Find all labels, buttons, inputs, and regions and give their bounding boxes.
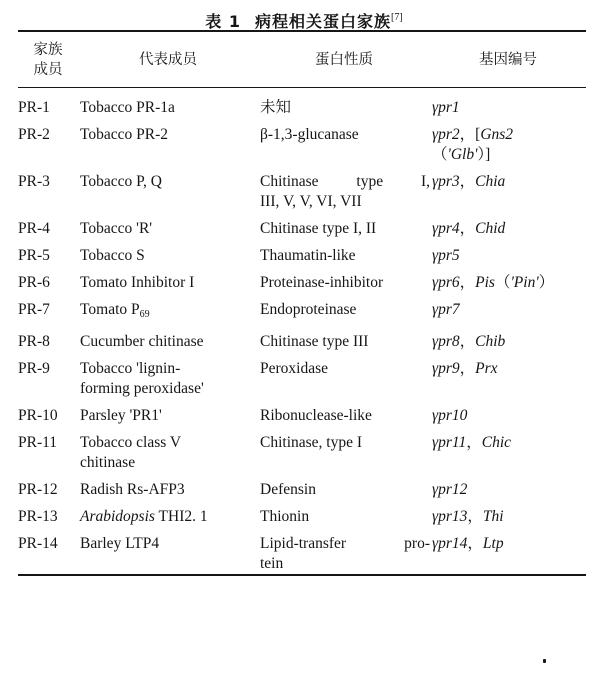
reference-marker: [7] [391, 12, 403, 23]
property-line: Endoproteinase [260, 301, 357, 318]
table-row [18, 426, 586, 473]
property-line: Thionin [260, 508, 310, 525]
property-cell [258, 212, 430, 239]
representative-line: Tobacco 'lignin- [80, 360, 181, 377]
table-row [18, 266, 586, 293]
representative-text: THI2. 1 [154, 508, 208, 525]
gene-line: γpr9，Prx [432, 360, 498, 377]
property-cell [258, 118, 430, 165]
table-row [18, 500, 586, 527]
family-cell: PR-9 [18, 360, 50, 377]
table-row [18, 88, 586, 119]
header-property: 蛋白性质 [315, 51, 373, 68]
representative-line: Barley LTP4 [80, 535, 160, 552]
gene-cell [430, 426, 586, 473]
gene-line: （'Glb'）] [432, 146, 491, 163]
table-row [18, 165, 586, 212]
table-row [18, 212, 586, 239]
property-line: Chitinase type III [260, 333, 369, 350]
gene-line: γpr14，Ltp [432, 535, 504, 552]
family-cell: PR-2 [18, 126, 50, 143]
representative-cell [78, 527, 258, 575]
table-row [18, 239, 586, 266]
representative-line: Tomato Inhibitor I [80, 274, 195, 291]
family-cell: PR-13 [18, 508, 58, 525]
property-line: Thaumatin-like [260, 247, 356, 264]
header-family [18, 31, 78, 88]
property-cell [258, 352, 430, 399]
property-cell [258, 293, 430, 325]
table-title: 病程相关蛋白家族 [255, 12, 392, 31]
property-line: Chitinase type I, II [260, 220, 377, 237]
gene-cell [430, 473, 586, 500]
gene-cell [430, 325, 586, 352]
representative-line: Tobacco P, Q [80, 173, 162, 190]
gene-line: γpr12 [432, 481, 468, 498]
gene-line: γpr1 [432, 99, 460, 116]
gene-cell [430, 293, 586, 325]
header-gene: 基因编号 [479, 51, 537, 68]
representative-line: Tobacco PR-2 [80, 126, 169, 143]
representative-cell [78, 118, 258, 165]
representative-genus: Arabidopsis [80, 508, 155, 525]
family-cell: PR-4 [18, 220, 50, 237]
gene-cell [430, 352, 586, 399]
representative-cell [78, 266, 258, 293]
gene-line: γpr8，Chib [432, 333, 506, 350]
representative-line: Tobacco 'R' [80, 220, 153, 237]
header-row [18, 31, 586, 88]
gene-line: γpr13，Thi [432, 508, 504, 525]
family-cell: PR-1 [18, 99, 50, 116]
representative-subscript: 69 [139, 309, 150, 320]
representative-line: Tobacco PR-1a [80, 99, 175, 116]
table-row [18, 118, 586, 165]
representative-line: Radish Rs-AFP3 [80, 481, 185, 498]
representative-line: Cucumber chitinase [80, 333, 204, 350]
family-cell: PR-3 [18, 173, 50, 190]
property-line: tein [260, 555, 284, 572]
property-cell [258, 527, 430, 575]
property-line: Chitinase type I, [260, 173, 430, 190]
property-cell [258, 500, 430, 527]
table-body [18, 88, 586, 576]
property-cell [258, 88, 430, 119]
gene-cell [430, 239, 586, 266]
header-family-line1: 家族 [33, 41, 63, 58]
gene-line: γpr7 [432, 301, 460, 318]
property-cell [258, 239, 430, 266]
gene-cell [430, 399, 586, 426]
family-cell: PR-5 [18, 247, 50, 264]
table-header [18, 31, 586, 88]
table-row [18, 473, 586, 500]
representative-cell [78, 426, 258, 473]
table-number: 表 1 [205, 12, 242, 31]
table-caption [18, 0, 586, 30]
property-line: III, V, V, VI, VII [260, 193, 362, 210]
representative-cell [78, 352, 258, 399]
gene-cell [430, 266, 586, 293]
property-line: β-1,3-glucanase [260, 126, 359, 143]
property-line: Ribonuclease-like [260, 407, 372, 424]
family-cell: PR-14 [18, 535, 58, 552]
representative-cell [78, 212, 258, 239]
representative-line: forming peroxidase' [80, 380, 204, 397]
property-line: Peroxidase [260, 360, 329, 377]
representative-cell [78, 473, 258, 500]
representative-cell [78, 239, 258, 266]
representative-line: chitinase [80, 454, 136, 471]
header-family-line2: 成员 [33, 61, 63, 78]
representative-cell [78, 500, 258, 527]
table-row [18, 325, 586, 352]
gene-cell [430, 88, 586, 119]
stray-mark [543, 659, 546, 663]
property-line: 未知 [260, 99, 292, 116]
representative-cell [78, 293, 258, 325]
property-line: Proteinase-inhibitor [260, 274, 384, 291]
property-cell [258, 399, 430, 426]
gene-cell [430, 527, 586, 575]
property-line: Chitinase, type I [260, 434, 363, 451]
property-cell [258, 266, 430, 293]
table-row [18, 527, 586, 575]
gene-line: γpr5 [432, 247, 460, 264]
property-line: Defensin [260, 481, 316, 498]
pr-protein-table [18, 30, 586, 576]
family-cell: PR-7 [18, 301, 50, 318]
table-row [18, 352, 586, 399]
representative-cell [78, 165, 258, 212]
property-cell [258, 165, 430, 212]
family-cell: PR-8 [18, 333, 50, 350]
gene-cell [430, 165, 586, 212]
property-line: Lipid-transfer pro- [260, 535, 430, 552]
table-row [18, 293, 586, 325]
gene-line: γpr2，[Gns2 [432, 126, 514, 143]
gene-cell [430, 118, 586, 165]
representative-cell [78, 325, 258, 352]
representative-line: Parsley 'PR1' [80, 407, 162, 424]
property-cell [258, 473, 430, 500]
representative-cell [78, 399, 258, 426]
representative-cell [78, 88, 258, 119]
family-cell: PR-10 [18, 407, 58, 424]
header-representative: 代表成员 [139, 51, 197, 68]
gene-line: γpr10 [432, 407, 468, 424]
gene-line: γpr4，Chid [432, 220, 506, 237]
property-cell [258, 325, 430, 352]
gene-line: γpr3，Chia [432, 173, 506, 190]
gene-cell [430, 500, 586, 527]
table-row [18, 399, 586, 426]
gene-cell [430, 212, 586, 239]
family-cell: PR-11 [18, 434, 58, 451]
representative-line: Tobacco S [80, 247, 145, 264]
gene-line: γpr6，Pis（'Pin'） [432, 274, 555, 291]
family-cell: PR-6 [18, 274, 50, 291]
representative-text: Tomato P [80, 301, 140, 318]
family-cell: PR-12 [18, 481, 58, 498]
property-cell [258, 426, 430, 473]
representative-line: Tobacco class V [80, 434, 182, 451]
gene-line: γpr11，Chic [432, 434, 512, 451]
